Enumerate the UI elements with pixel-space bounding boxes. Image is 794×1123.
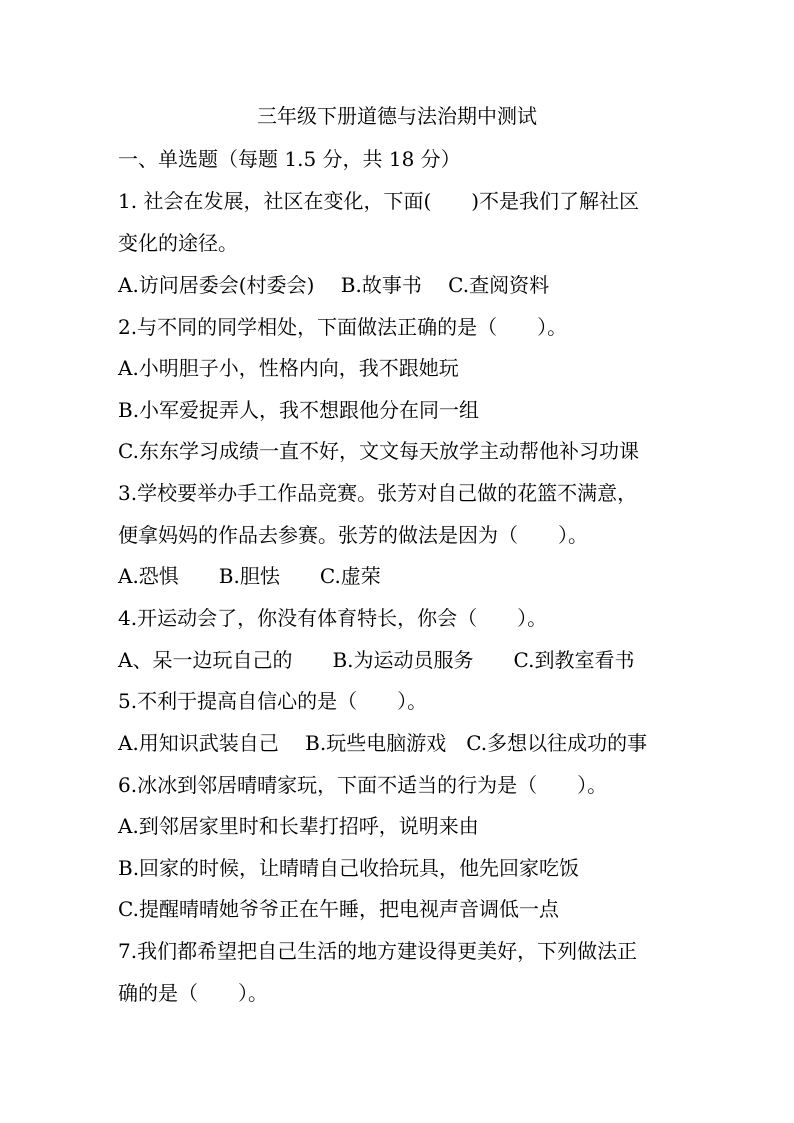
question-7-line-1: 7.我们都希望把自己生活的地方建设得更美好，下列做法正	[118, 939, 638, 963]
question-2-option-b: B.小军爱捉弄人，我不想跟他分在同一组	[118, 398, 480, 422]
question-6-option-b: B.回家的时候，让晴晴自己收拾玩具，他先回家吃饭	[118, 856, 580, 880]
question-6-option-c: C.提醒晴晴她爷爷正在午睡，把电视声音调低一点	[118, 897, 559, 921]
section-heading: 一、单选题（每题 1.5 分，共 18 分）	[118, 147, 461, 171]
question-1-line-2: 变化的途径。	[118, 231, 238, 255]
question-4-stem: 4.开运动会了，你没有体育特长，你会（ ）。	[118, 606, 548, 630]
question-3-line-2: 便拿妈妈的作品去参赛。张芳的做法是因为（ ）。	[118, 523, 588, 547]
question-7-line-2: 确的是（ ）。	[118, 981, 268, 1005]
question-6-stem: 6.冰冰到邻居晴晴家玩，下面不适当的行为是（ ）。	[118, 773, 608, 797]
question-5-stem: 5.不利于提高自信心的是（ ）。	[118, 689, 428, 713]
question-4-options: A、呆一边玩自己的 B.为运动员服务 C.到教室看书	[118, 648, 635, 672]
question-2-option-a: A.小明胆子小，性格内向，我不跟她玩	[118, 356, 459, 380]
question-3-line-1: 3.学校要举办手工作品竞赛。张芳对自己做的花篮不满意，	[118, 481, 638, 505]
question-2-option-c: C.东东学习成绩一直不好，文文每天放学主动帮他补习功课	[118, 439, 639, 463]
question-2-stem: 2.与不同的同学相处，下面做法正确的是（ ）。	[118, 315, 568, 339]
exam-title: 三年级下册道德与法治期中测试	[257, 104, 537, 128]
question-5-options: A.用知识武装自己 B.玩些电脑游戏 C.多想以往成功的事	[118, 731, 648, 755]
question-1-options: A.访问居委会(村委会) B.故事书 C.查阅资料	[118, 273, 550, 297]
question-6-option-a: A.到邻居家里时和长辈打招呼，说明来由	[118, 814, 479, 838]
question-3-options: A.恐惧 B.胆怯 C.虚荣	[118, 564, 381, 588]
question-1-line-1: 1. 社会在发展，社区在变化，下面( )不是我们了解社区	[118, 189, 640, 213]
